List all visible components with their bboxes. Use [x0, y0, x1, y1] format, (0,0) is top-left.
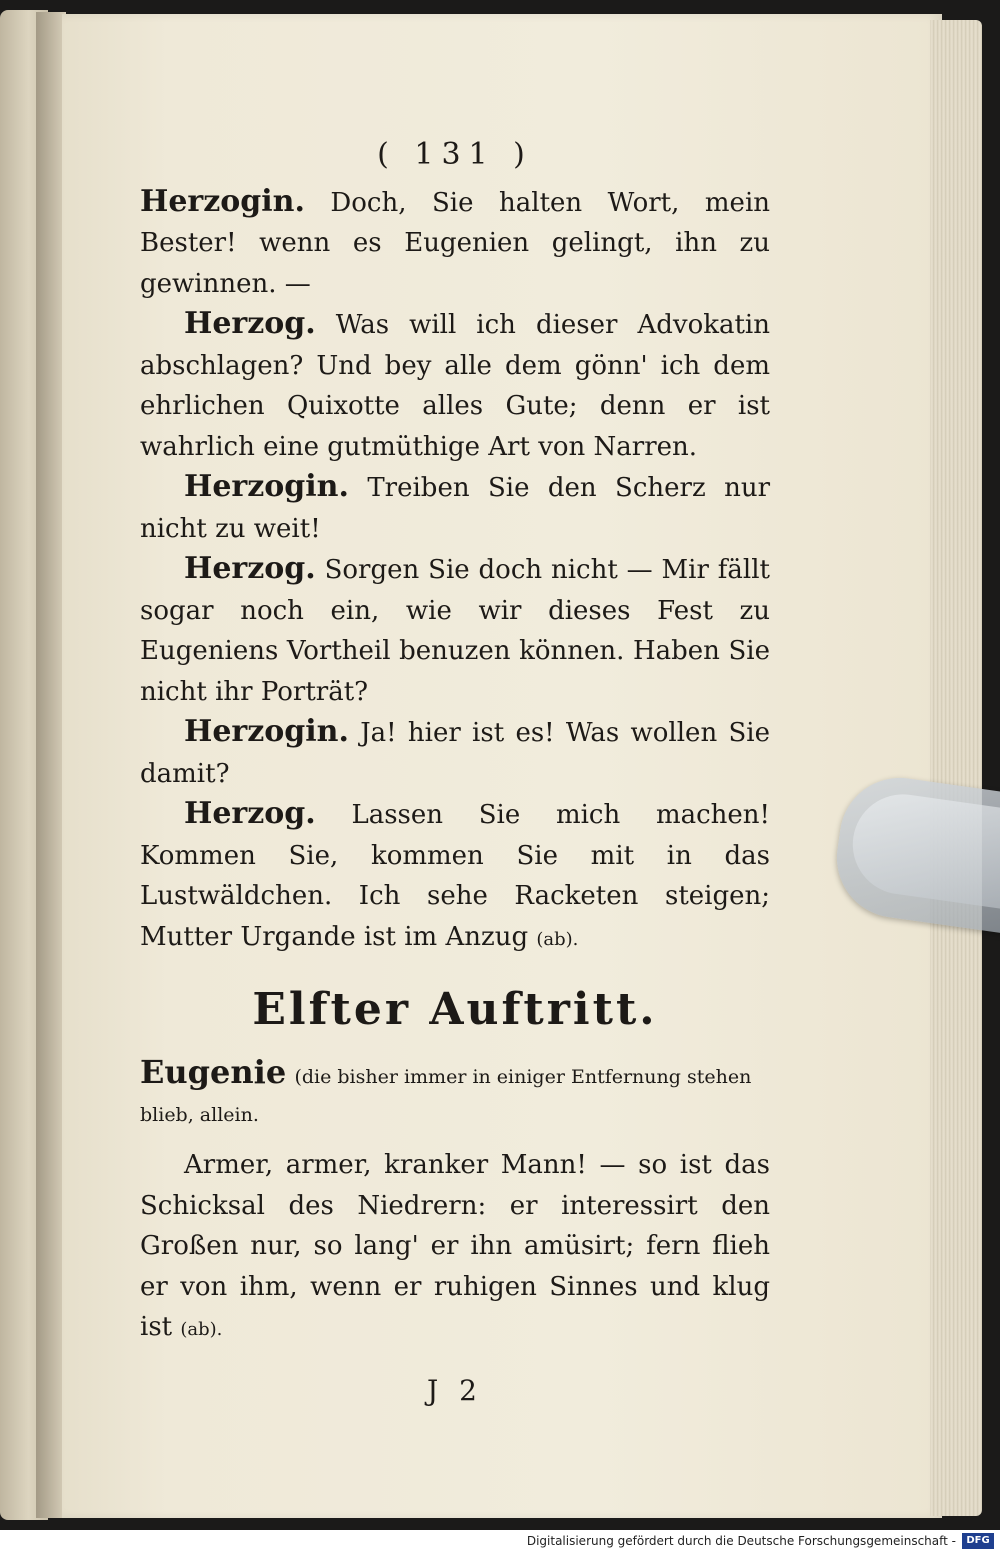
dialogue-text: Doch, Sie halten Wort, mein Bester! wenn es Eugenien gelingt, ihn zu gewinnen. — [140, 187, 770, 299]
speaker-name: Herzog. [184, 306, 316, 341]
dialogue-line [140, 1145, 770, 1351]
dialogue-line [140, 794, 770, 960]
dialogue-text: Treiben Sie den Scherz nur nicht zu weit! [140, 473, 770, 544]
eugenie-intro [140, 1054, 770, 1133]
dialogue-text: Armer, armer, kranker Mann! — so ist das Schicksal des Niedrern: er interessirt den Großen nur, so lang' er ihn amüsirt; fern flieh er von ihm, wenn er ruhigen Sinnes und klug ist [140, 1150, 770, 1342]
signature-mark: J 2 [427, 1373, 483, 1407]
dialogue-line [140, 467, 770, 549]
dialogue-text: Sorgen Sie doch nicht — Mir fällt sogar noch ein, wie wir dieses Fest zu Eugeniens Vortheil benuzen können. Haben Sie nicht ihr Porträt? [140, 555, 770, 707]
page-number: ( 131 ) [377, 137, 533, 172]
scene-heading: Elfter Auftritt. [252, 984, 658, 1035]
speaker-name: Eugenie [140, 1053, 287, 1091]
dialogue-line [140, 549, 770, 712]
footer-credit: Digitalisierung gefördert durch die Deutsche Forschungsgemeinschaft - [526, 1534, 956, 1548]
speaker-name: Herzog. [184, 551, 316, 586]
page-stack-edge [930, 20, 982, 1516]
page-text [140, 135, 770, 1411]
speaker-name: Herzogin. [184, 714, 349, 749]
page-clip-highlight [846, 788, 1000, 911]
dialogue-line [140, 304, 770, 467]
stage-direction: (ab). [180, 1319, 223, 1340]
stage-direction: (ab). [536, 928, 579, 950]
dialogue-line [140, 182, 770, 305]
footer-bar [0, 1530, 1000, 1555]
speaker-name: Herzog. [184, 796, 316, 831]
speaker-name: Herzogin. [140, 183, 305, 219]
dialogue-text: Lassen Sie mich machen! Kommen Sie, kommen Sie mit in das Lustwäldchen. Ich sehe Racketen steigen; Mutter Urgande ist im Anzug [140, 800, 770, 952]
dfg-logo: DFG [962, 1533, 994, 1549]
dialogue-text: Was will ich dieser Advokatin abschlagen? Und bey alle dem gönn' ich dem ehrlichen Quixotte alles Gute; denn er ist wahrlich eine gutmüthige Art von Narren. [140, 310, 770, 462]
speaker-name: Herzogin. [184, 469, 349, 504]
dialogue-text: Ja! hier ist es! Was wollen Sie damit? [140, 718, 770, 789]
stage-direction: (die bisher immer in einiger Entfernung stehen blieb, allein. [140, 1066, 752, 1126]
dialogue-line [140, 712, 770, 794]
